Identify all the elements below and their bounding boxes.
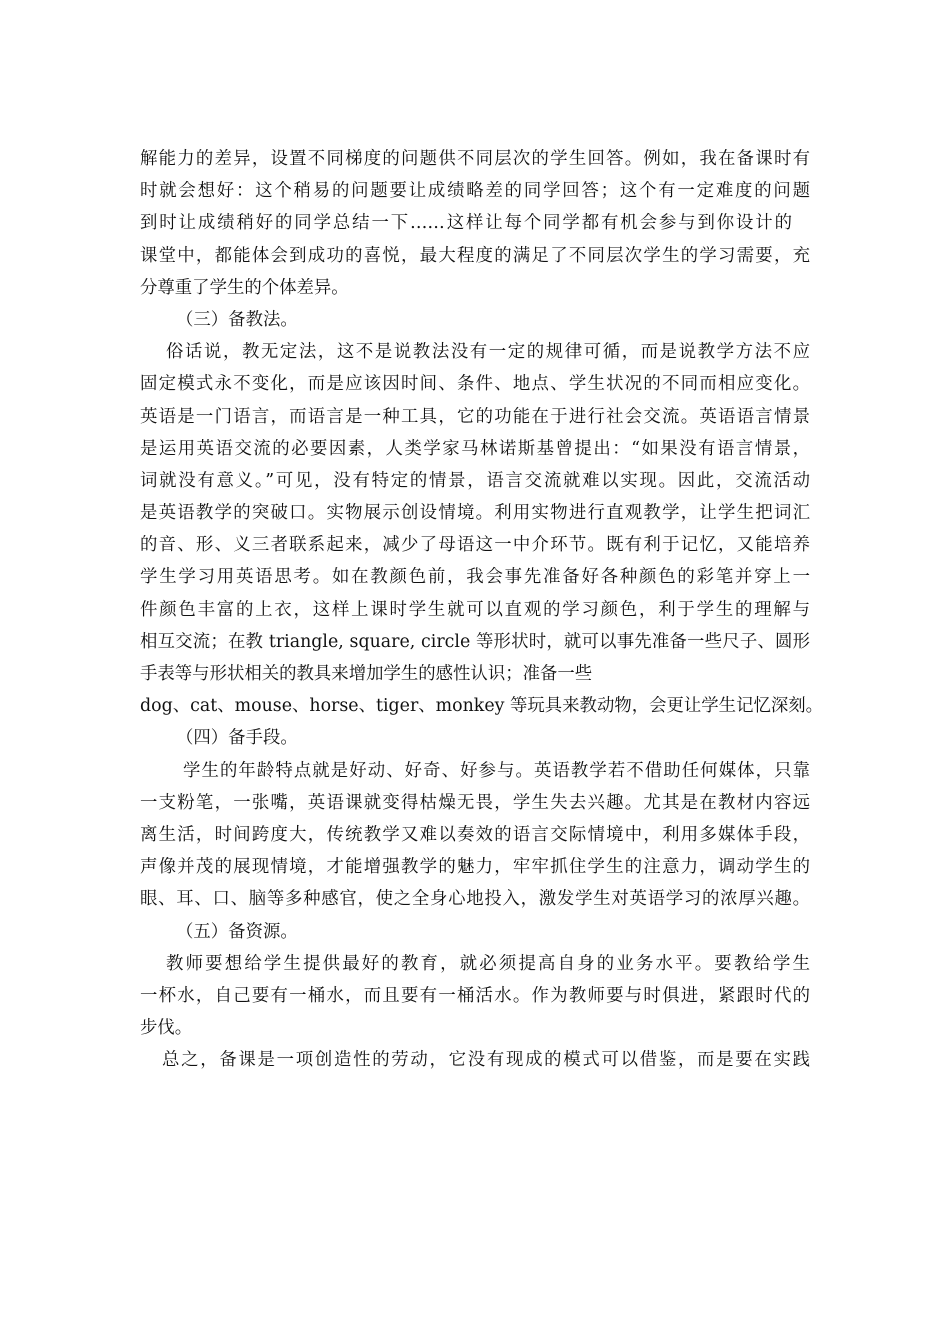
text-line: 学生的年龄特点就是好动、好奇、好参与。英语教学若不借助任何媒体，只靠 — [183, 760, 810, 781]
text-line: 声像并茂的展现情境，才能增强教学的魅力，牢牢抓住学生的注意力，调动学生的 — [140, 857, 810, 878]
text-line: 是运用英语交流的必要因素，人类学家马林诺斯基曾提出：“如果没有语言情景， — [140, 438, 810, 459]
text-line: 总之，备课是一项创造性的劳动，它没有现成的模式可以借鉴，而是要在实践 — [162, 1050, 810, 1071]
text-line: 手表等与形状相关的教具来增加学生的感性认识；准备一些 — [140, 664, 593, 684]
text-line: 相互交流；在教 triangle, square, circle 等形状时，就可以事先准备一些尺子、圆形 — [140, 631, 810, 652]
text-line: 时就会想好：这个稍易的问题要让成绩略差的同学回答；这个有一定难度的问题 — [140, 181, 810, 202]
text-line: 离生活，时间跨度大，传统教学又难以奏效的语言交际情境中，利用多媒体手段， — [140, 824, 810, 845]
text-line: 分尊重了学生的个体差异。 — [140, 277, 349, 298]
text-line: dog、cat、mouse、horse、tiger、monkey 等玩具来教动物，会更让学生记忆深刻。 — [140, 696, 824, 717]
text-line: 的音、形、义三者联系起来，减少了母语这一中介环节。既有利于记忆，又能培养 — [140, 535, 810, 556]
section-heading: （三）备教法。 — [176, 309, 298, 330]
text-line: 到时让成绩稍好的同学总结一下……这样让每个同学都有机会参与到你设计的 — [140, 213, 792, 234]
text-line: 教师要想给学生提供最好的教育，就必须提高自身的业务水平。要教给学生 — [166, 953, 810, 974]
document-body — [140, 143, 824, 1076]
text-line: 学生学习用英语思考。如在教颜色前，我会事先准备好各种颜色的彩笔并穿上一 — [140, 567, 810, 588]
text-line: 解能力的差异，设置不同梯度的问题供不同层次的学生回答。例如，我在备课时有 — [140, 149, 810, 169]
text-line: 英语是一门语言，而语言是一种工具，它的功能在于进行社会交流。英语语言情景 — [140, 406, 810, 427]
section-heading: （四）备手段。 — [176, 728, 298, 749]
text-line: 词就没有意义。”可见，没有特定的情景，语言交流就难以实现。因此，交流活动 — [140, 470, 810, 491]
text-line: 一杯水，自己要有一桶水，而且要有一桶活水。作为教师要与时俱进，紧跟时代的 — [140, 985, 810, 1006]
text-line: 眼、耳、口、脑等多种感官，使之全身心地投入，激发学生对英语学习的浓厚兴趣。 — [140, 889, 810, 910]
text-line: 课堂中，都能体会到成功的喜悦，最大程度的满足了不同层次学生的学习需要，充 — [140, 245, 810, 266]
section-heading: （五）备资源。 — [176, 921, 298, 942]
text-line: 件颜色丰富的上衣，这样上课时学生就可以直观的学习颜色，利于学生的理解与 — [140, 599, 810, 620]
text-line: 一支粉笔，一张嘴，英语课就变得枯燥无畏，学生失去兴趣。尤其是在教材内容远 — [140, 792, 810, 813]
text-line: 是英语教学的突破口。实物展示创设情境。利用实物进行直观教学，让学生把词汇 — [140, 503, 810, 524]
text-line: 步伐。 — [140, 1018, 193, 1039]
text-line: 固定模式永不变化，而是应该因时间、条件、地点、学生状况的不同而相应变化。 — [140, 374, 810, 395]
text-line: 俗话说，教无定法，这不是说教法没有一定的规律可循，而是说教学方法不应 — [166, 342, 810, 363]
